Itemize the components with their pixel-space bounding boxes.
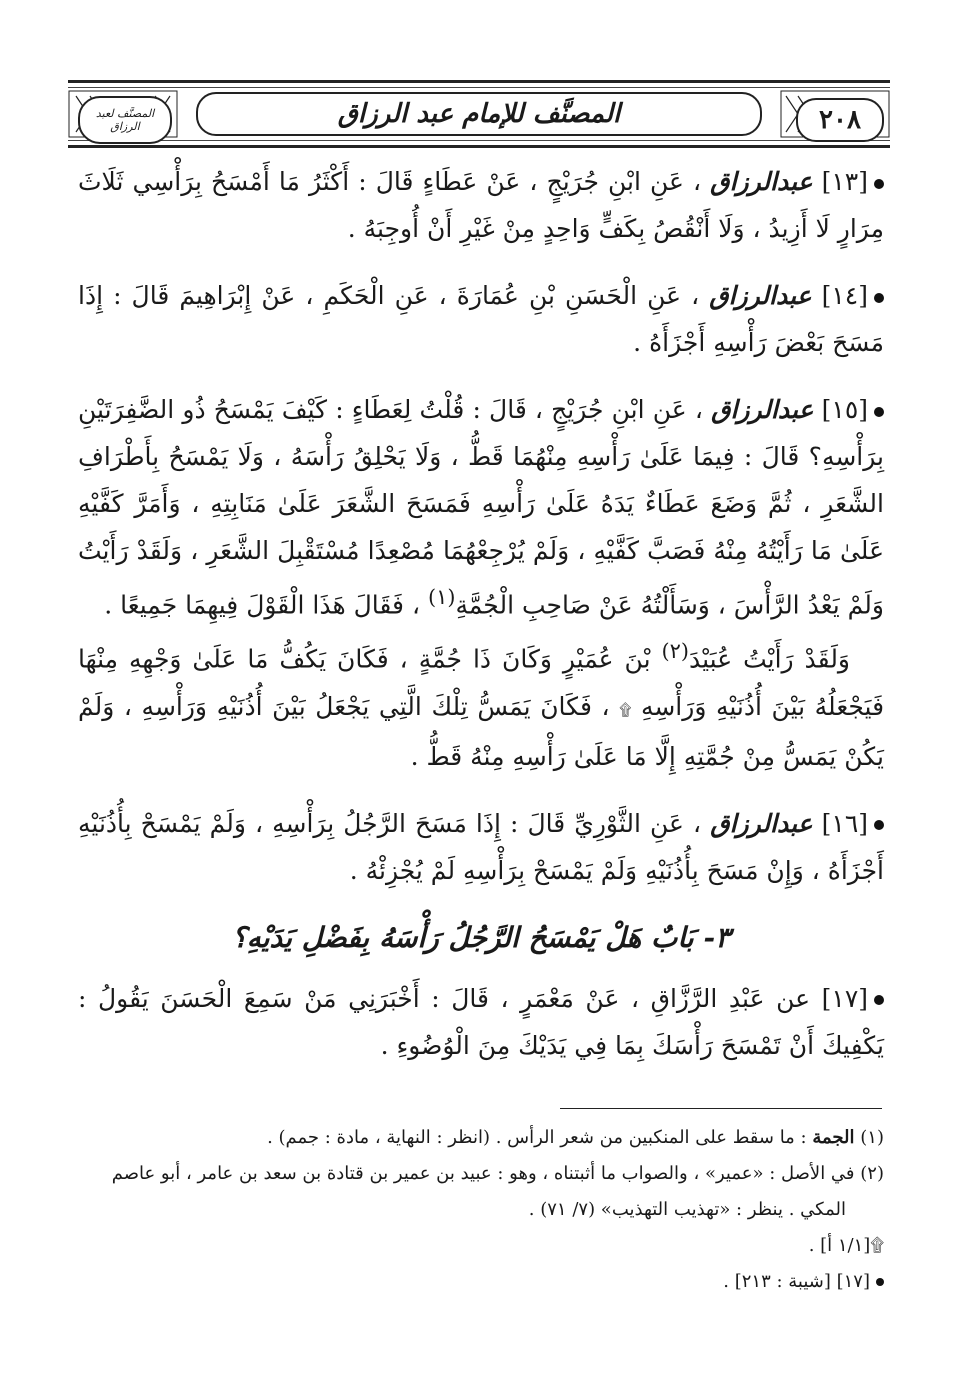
title-cartouche	[196, 92, 762, 136]
entry-narrator: عن عَبْدِ الرَّزَّاقِ	[650, 983, 811, 1013]
footnote-2	[78, 1156, 884, 1192]
hadith-entry-15	[78, 386, 884, 780]
page-number-text: ٢٠٨	[819, 105, 861, 135]
hadith-entry-17	[78, 975, 884, 1069]
footnote-text: في الأصل : «عمير» ، والصواب ما أثبتناه ، وهو : عبيد بن عمير بن قتادة بن سعد بن عامر ، أبو عاصم	[111, 1163, 855, 1184]
footnote-number: (٢)	[860, 1163, 884, 1184]
chapter-heading: ٣- بَابٌ هَلْ يَمْسَحُ الرَّجُلُ رَأْسَهُ بِفَضْلِ يَدَيْهِ؟	[231, 920, 731, 954]
footnote-1	[78, 1120, 884, 1156]
source-reference-text: [١٧] [شيبة : ٢١٣] .	[723, 1271, 870, 1292]
entry-narrator: عبدالرزاق	[710, 808, 813, 838]
bullet-icon	[874, 820, 884, 830]
entry-text: ، عَنِ ابْنِ جُرَيْجٍ ، قَالَ : قُلْتُ لِعَطَاءٍ : كَيْفَ يَمْسَحُ ذُو الضَّفِرَتَيْنِ بِرَأْسِهِ؟ قَالَ : فِيمَا عَلَىٰ رَأْسِهِ مِنْهُمَا قَطُّ ، وَلَا يَحْلِقُ رَأْسَهُ ، وَلَا يَمْسَحُ بِأَطْرَافِ الشَّعَرِ ، ثُمَّ وَضَعَ عَطَاءٌ يَدَهُ عَلَىٰ رَأْسِهِ فَمَسَحَ الشَّعَرَ عَلَىٰ مَنَابِتِهِ ، وَأَمَرَّ كَفَّيْهِ عَلَىٰ مَا رَأَيْتُهُ مِنْهُ فَصَبَّ كَفَّيْهِ ، وَلَمْ يُرْجِعْهُمَا مُصْعِدًا مُسْتَقْبِلَ الشَّعَرِ ، وَلَقَدْ رَأَيْتُ وَلَمْ يَعْدُ الرَّأْسَ ، وَسَأَلْتُهُ عَنْ صَاحِبِ الْجُمَّةِ	[78, 395, 884, 620]
entry-number: [١٦]	[821, 808, 869, 838]
seal-text: المصنَّف لعبد الرزاق	[95, 107, 155, 133]
footnote-number: (١)	[860, 1127, 884, 1148]
entry-number: [١٤]	[821, 281, 868, 310]
footnotes	[78, 1120, 884, 1300]
entry-number: [١٥]	[821, 395, 869, 424]
entry-text: ، عَنْ مَعْمَرٍ ، قَالَ : أَخْبَرَنِي مَنْ سَمِعَ الْحَسَنَ يَقُولُ : يَكْفِيكَ أَنْ تَمْسَحَ رَأْسَكَ بِمَا فِي يَدَيْكَ مِنَ الْوُضُوءِ .	[78, 983, 884, 1060]
hadith-entry-16	[78, 800, 884, 894]
entry-text: ، عَنِ ابْنِ جُرَيْجٍ ، عَنْ عَطَاءٍ قَالَ : أَكْثَرُ مَا أَمْسَحُ بِرَأْسِي ثَلَاثَ مِرَارٍ لَا أَزِيدُ ، وَلَا أَنْقُصُ بِكَفٍّ وَاحِدٍ مِنْ غَيْرِ أَنْ أُوجِبَهُ .	[78, 167, 884, 243]
entry-text: ، عَنِ الْحَسَنِ بْنِ عُمَارَةَ ، عَنِ الْحَكَمِ ، عَنْ إِبْرَاهِيمَ قَالَ : إِذَا مَسَحَ بَعْضَ رَأْسِهِ أَجْزَأَهُ .	[78, 281, 884, 357]
para2-rest: ، فَكَانَ يَمَسُّ تِلْكَ الَّتِي يَجْعَلُ بَيْنَ أُذُنَيْهِ وَرَأْسِهِ ، وَلَمْ يَكُنْ يَمَسُّ مِنْ جُمَّتِهِ إِلَّا مَا عَلَىٰ رَأْسِهِ مِنْهُ قَطُّ .	[78, 691, 884, 771]
para2-start: وَلَقَدْ رَأَيْتُ عُبَيْدَ	[688, 644, 851, 674]
manuscript-mark: ۩	[619, 699, 632, 719]
footnote-term: الجمة	[812, 1127, 855, 1148]
bullet-icon	[874, 995, 884, 1005]
hadith-entry-14	[78, 272, 884, 366]
footnote-mark: (١)	[427, 585, 456, 609]
entry-narrator: عبدالرزاق	[711, 395, 814, 424]
manuscript-reference: ۩[١/١ أ] .	[808, 1235, 884, 1256]
footnote-rule	[560, 1108, 882, 1109]
footnote-2-continuation: المكي . ينظر : «تهذيب التهذيب» (٧/ ٧١) .	[528, 1199, 846, 1220]
footnote-mark: (٢)	[661, 639, 689, 664]
entry-number: [١٣]	[821, 167, 868, 196]
entry-text: ، عَنِ الثَّوْرِيِّ قَالَ : إِذَا مَسَحَ الرَّجُلُ بِرَأْسِهِ ، وَلَمْ يَمْسَحْ بِأُذُنَيْهِ أَجْزَأَهُ ، وَإِنْ مَسَحَ بِأُذُنَيْهِ وَلَمْ يَمْسَحْ بِرَأْسِهِ لَمْ يُجْزِئْهُ .	[78, 808, 884, 885]
ornament-right	[780, 90, 890, 138]
entry-narrator: عبدالرزاق	[710, 167, 813, 196]
page-header	[68, 80, 890, 148]
para2-text: بْنَ عُمَيْرٍ وَكَانَ ذَا جُمَّةٍ ، فَكَانَ يَكُفُّ مَا عَلَىٰ وَجْهِهِ مِنْهَا فَيَجْعَلُهُ بَيْنَ أُذُنَيْهِ وَرَأْسِهِ	[78, 644, 885, 721]
page-number	[796, 98, 884, 142]
bullet-icon	[874, 179, 884, 189]
entry-number: [١٧]	[821, 983, 869, 1013]
bullet-icon	[874, 293, 884, 303]
title-seal	[78, 96, 172, 144]
main-text	[78, 158, 884, 1089]
source-reference	[78, 1264, 884, 1300]
running-title: المصنَّف للإمام عبد الرزاق	[337, 99, 621, 129]
ornament-left	[68, 90, 178, 138]
hadith-entry-13	[78, 158, 884, 252]
entry-text-after: ، فَقَالَ هَذَا الْقَوْلَ فِيهِمَا جَمِيعًا .	[104, 590, 421, 620]
bullet-icon	[876, 1278, 884, 1286]
bullet-icon	[874, 407, 884, 417]
footnote-text: : ما سقط على المنكبين من شعر الرأس . (انظر : النهاية ، مادة : جمم) .	[267, 1127, 807, 1148]
entry-narrator: عبدالرزاق	[709, 281, 812, 310]
